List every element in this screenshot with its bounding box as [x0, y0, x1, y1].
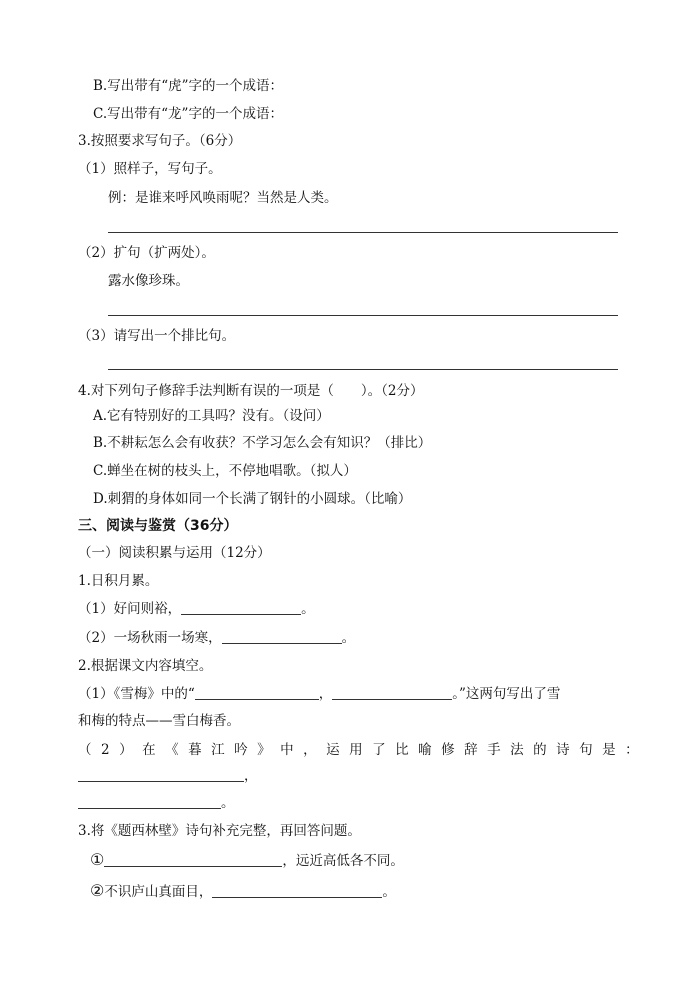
reading-3-b-end: 。: [382, 884, 396, 900]
reading-1-b-end: 。: [341, 630, 356, 646]
question-4-option-b: B.不耕耘怎么会有收获？不学习怎么会有知识？（排比）: [93, 435, 432, 451]
reading-3-b: [90, 881, 396, 902]
question-4-title: 4.对下列句子修辞手法判断有误的一项是（ ）。（2分）: [78, 383, 424, 399]
reading-2-b-end: 。: [221, 795, 235, 811]
question-3-title: 3.按照要求写句子。（6分）: [78, 133, 242, 149]
fill-blank-2-a1[interactable]: [195, 685, 319, 700]
reading-2-a-pre: （1）《雪梅》中的“: [78, 686, 195, 702]
reading-3-a-post: ，远近高低各不同。: [282, 853, 404, 869]
section-3-title: 三、阅读与鉴赏（36分）: [78, 518, 238, 534]
section-3-sub-1: （一）阅读积累与运用（12分）: [78, 545, 271, 561]
fill-blank-2-a2[interactable]: [332, 685, 452, 700]
answer-line-3-3[interactable]: [108, 369, 618, 370]
question-3-3-label: （3）请写出一个排比句。: [78, 328, 236, 344]
reading-2-a-post: 。”这两句写出了雪: [452, 686, 561, 702]
reading-2-title: 2.根据课文内容填空。: [78, 658, 213, 674]
question-2c: C.写出带有“龙”字的一个成语：: [93, 106, 283, 122]
question-3-2-text: 露水像珍珠。: [108, 273, 189, 289]
reading-1-b: [78, 628, 355, 648]
reading-3-a: [90, 850, 404, 871]
question-2b: B.写出带有“虎”字的一个成语：: [93, 78, 284, 94]
reading-1-a-end: 。: [301, 601, 315, 617]
reading-1-title: 1.日积月累。: [78, 573, 159, 589]
fill-blank-3-a[interactable]: [104, 852, 282, 867]
reading-3-b-pre: 不识庐山真面目，: [104, 884, 213, 900]
reading-2-b-comma: ，: [244, 768, 258, 784]
reading-2-a: [78, 684, 560, 704]
reading-2-b-line1: （2）在《暮江吟》中，运用了比喻修辞手法的诗句是：: [78, 742, 649, 758]
question-4-option-a: A.它有特别好的工具吗？没有。（设问）: [93, 408, 330, 424]
answer-line-3-1[interactable]: [108, 232, 618, 233]
fill-blank-1-a[interactable]: [181, 600, 301, 615]
reading-2-b-line2: [78, 766, 258, 786]
question-3-1-example: 例：是谁来呼风唤雨呢？当然是人类。: [108, 190, 338, 206]
answer-line-3-2[interactable]: [108, 315, 618, 316]
circled-number-1: ①: [90, 850, 105, 869]
reading-1-a-label: （1）好问则裕，: [78, 601, 182, 617]
fill-blank-2-b2[interactable]: [78, 794, 221, 809]
question-3-1-label: （1）照样子，写句子。: [78, 161, 222, 177]
question-3-2-label: （2）扩句（扩两处）。: [78, 245, 215, 261]
reading-2-a-mid: ，: [318, 686, 333, 702]
reading-1-a: [78, 599, 315, 619]
reading-3-title: 3.将《题西林壁》诗句补充完整，再回答问题。: [78, 823, 361, 839]
reading-2-b-line3: [78, 793, 235, 813]
reading-1-b-label: （2）一场秋雨一场寒，: [78, 630, 222, 646]
fill-blank-2-b1[interactable]: [78, 767, 244, 782]
reading-2-a-line2: 和梅的特点——雪白梅香。: [78, 713, 240, 729]
question-4-option-d: D.刺猬的身体如同一个长满了钢针的小圆球。（比喻）: [93, 491, 412, 507]
fill-blank-3-b[interactable]: [212, 883, 382, 898]
circled-number-2: ②: [90, 881, 105, 900]
question-4-option-c: C.蝉坐在树的枝头上，不停地唱歌。（拟人）: [93, 463, 357, 479]
fill-blank-1-b[interactable]: [222, 629, 342, 644]
